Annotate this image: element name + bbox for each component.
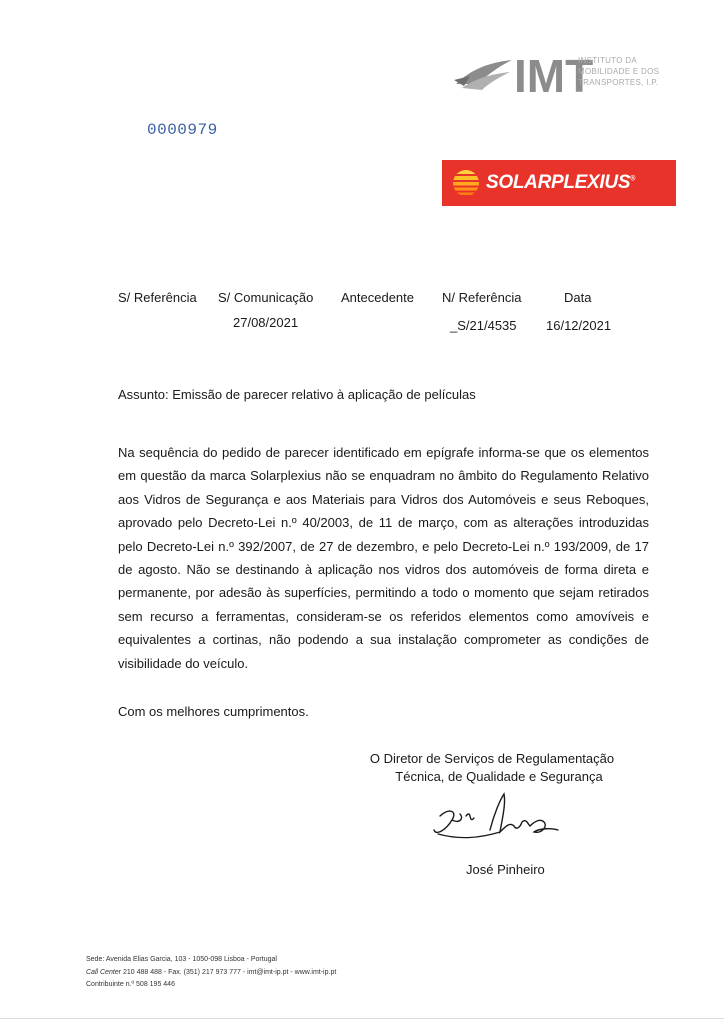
institute-line: INSTITUTO DA bbox=[578, 56, 638, 65]
signatory-title-line: O Diretor de Serviços de Regulamentação bbox=[369, 751, 615, 766]
footer-call-center-label: Call Center bbox=[86, 968, 122, 976]
ref-value-our-reference: _S/21/4535 bbox=[450, 318, 517, 333]
handwritten-signature bbox=[430, 790, 570, 850]
letter-closing: Com os melhores cumprimentos. bbox=[118, 704, 309, 719]
ref-header-your-communication: S/ Comunicação bbox=[218, 290, 314, 305]
letter-subject: Assunto: Emissão de parecer relativo à aplicação de películas bbox=[118, 387, 476, 402]
ref-header-background: Antecedente bbox=[341, 290, 415, 305]
ref-value-date: 16/12/2021 bbox=[546, 318, 612, 333]
page-bottom-divider bbox=[0, 1018, 724, 1019]
signatory-title bbox=[362, 750, 622, 786]
footer-taxpayer-number: Contribuinte n.º 508 195 446 bbox=[86, 981, 175, 988]
ref-header-date: Data bbox=[564, 290, 592, 305]
footer-contacts bbox=[86, 967, 336, 980]
registered-mark: ® bbox=[630, 175, 636, 183]
solarplexius-logo bbox=[442, 160, 676, 206]
signatory-title-line: Técnica, de Qualidade e Segurança bbox=[395, 769, 603, 784]
registry-stamp-number: 0000979 bbox=[147, 121, 218, 139]
sun-icon bbox=[450, 168, 482, 198]
letter-footer bbox=[86, 954, 336, 992]
footer-address: Sede: Avenida Elias Garcia, 103 - 1050-098 Lisboa - Portugal bbox=[86, 956, 277, 963]
road-swoosh-icon bbox=[454, 60, 512, 90]
ref-value-communication-date: 27/08/2021 bbox=[233, 315, 299, 330]
footer-contact-details: 210 488 488 - Fax. (351) 217 973 777 - imt@imt-ip.pt - www.imt-ip.pt bbox=[122, 968, 337, 976]
brand-wordmark: SOLARPLEXIUS® bbox=[486, 172, 636, 193]
institute-name bbox=[578, 55, 659, 88]
imt-wordmark: IMT bbox=[514, 50, 594, 98]
signatory-name: José Pinheiro bbox=[466, 862, 545, 877]
institute-line: MOBILIDADE E DOS bbox=[578, 67, 660, 76]
ref-header-your-reference: S/ Referência bbox=[118, 290, 197, 305]
letter-body: Na sequência do pedido de parecer identificado em epígrafe informa-se que os elementos em questão da marca Solarplexius não se enquadram no âmbito do Regulamento Relativo aos Vidros de Segurança e aos Materiais para Vidros dos Automóveis e seus Reboques, aprovado pelo Decreto-Lei n.º 40/2003, de 11 de março, com as alterações introduzidas pelo Decreto-Lei n.º 392/2007, de 27 de dezembro, e pelo Decreto-Lei n.º 193/2009, de 17 de agosto. Não se destinando à aplicação nos vidros dos automóveis de forma direta e permanente, por adesão às superfícies, permitindo a todo o momento que sejam retirados sem recurso a ferramentas, consideram-se os referidos elementos como amovíveis e equivalentes a cortinas, não podendo a sua instalação comprometer as condições de visibilidade do veículo. bbox=[118, 445, 649, 671]
ref-header-our-reference: N/ Referência bbox=[442, 290, 522, 305]
institute-line: TRANSPORTES, I.P. bbox=[578, 78, 659, 87]
